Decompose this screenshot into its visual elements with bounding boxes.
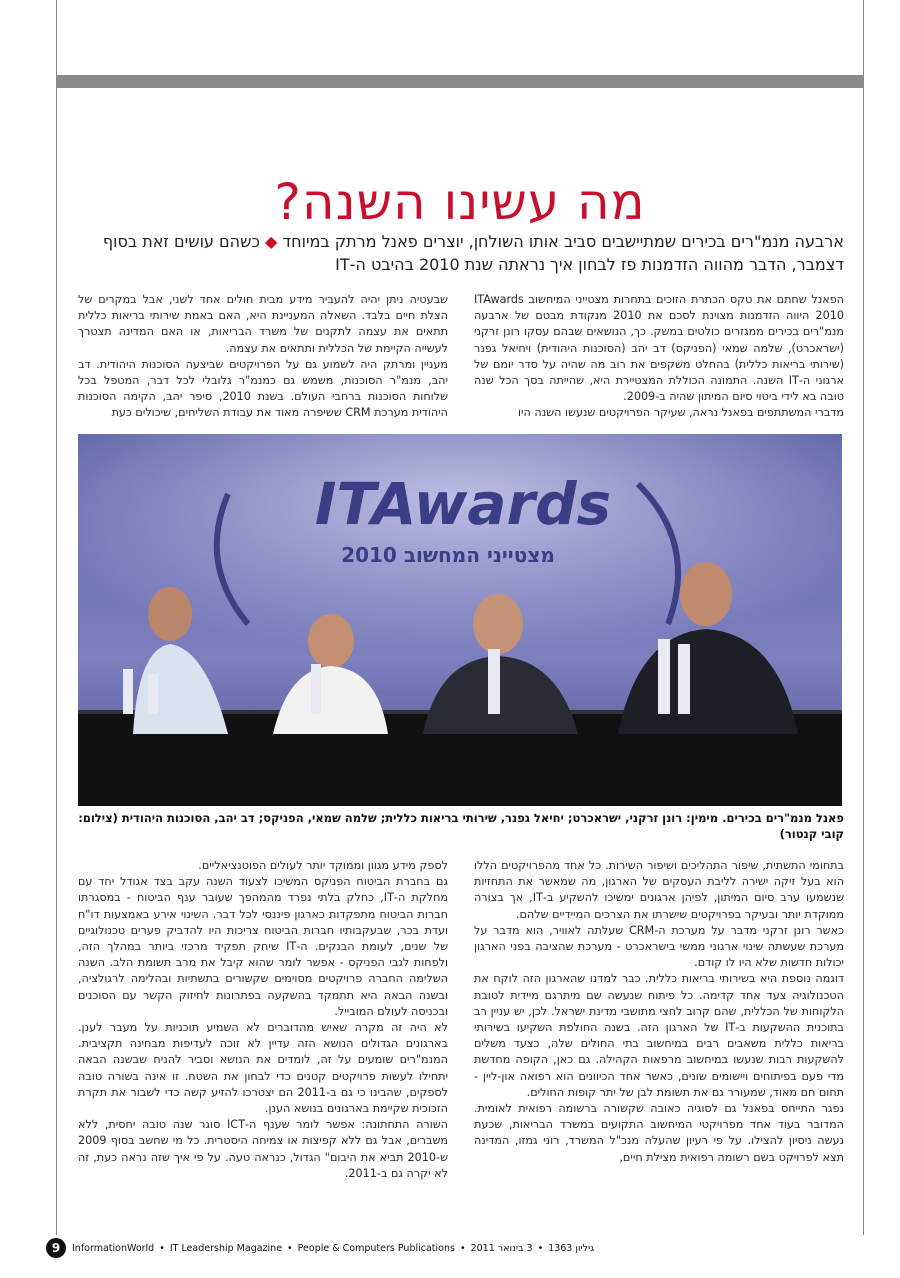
- footer-pub-3: People & Computers Publications: [297, 1242, 455, 1254]
- paragraph: הפאנל שחתם את טקס הכתרת הזוכים בתחרות מצטייני המיחשוב ITAwards 2010 היווה הזדמנות מצוינת לסכם את 2010 מנקודת מבטם של ארבעה מנמ"רים בכירים ממגזרים כולטים במשק. כך, הנושאים שבהם עסקו רונן זרקני (ישראכרט), שלמה שמאי (הפניקס) דב יהב (הסוכנות היהודית) ויחיאל גפנר (שירותי בריאות כללית) בהחלט משקפים את רוב מה שהיה על סדר יומם של ארגוני ה-IT השנה. התמונה הכוללת המצטיירת היא, שהייתה בסך הכל שנה טובה בא לידי ביטוי סיום המיתון שהיה ב-2009.: [474, 293, 845, 404]
- paragraph: כאשר רונן זרקני מדבר על מערכת ה-CRM שעלתה לאוויר, הוא מדבר על מערכת שעשתה שינוי ארגוני ממשי בישראכרט - מערכת שהציבה בפני הארגון יכולות חדשות שלא היו לו קודם.: [474, 923, 844, 970]
- paragraph: לא היה זה מקרה שאיש מהדוברים לא השמיע תוכניות על מעבר לענן. בארגונים הגדולים הנושא הזה עדיין לא זוכה לעדיפות מבחינה תקציבית. המנמ"רים שומעים על זה, לומדים את הנושא וסביר להניח שבשנה הבאה יתחילו לעשות פרויקטים קטנים כדי לבחון את השטח. זו אינה בשורה טובה לספקים, שהבינו כי גם ב-2011 הם יצטרכו להזיע קשה כדי לשבור את תקרת הזכוכית שקיימת בארגונים בנושא הענן.: [78, 1021, 448, 1116]
- paragraph: בתחומי התשתית, שיפור התהליכים ושיפור השירות. כל אחד מהפרויקטים הללו הוא בעל זיקה ישירה לליבת העסקים של הארגון, מה שמאשר את התחזיות שנשמעו ערב סיום המיתון, לפיהן ארגונים ימשיכו להשקיע ב-IT, אך בצורה ממוקדת יותר ובעיקר בפרויקטים שישרתו את הצרכים המיידיים שלהם.: [474, 859, 844, 921]
- footer-pub-2: IT Leadership Magazine: [169, 1242, 283, 1254]
- panel-photo-illustration: [78, 434, 842, 806]
- top-right-column: [474, 292, 844, 422]
- banner-brand: ITAwards: [314, 470, 612, 538]
- top-columns: [78, 292, 844, 422]
- top-left-column: [78, 292, 448, 422]
- footer-date: 3 בינואר 2011: [470, 1242, 533, 1254]
- paragraph: מדברי המשתתפים בפאנל נראה, שעיקר הפרויקטים שנעשו השנה היו: [517, 406, 844, 420]
- bullet-icon: •: [159, 1242, 165, 1254]
- header-bar: [56, 75, 864, 88]
- bullet-icon: •: [537, 1242, 544, 1254]
- bottom-columns: [78, 858, 844, 1188]
- article-lead: [78, 230, 844, 276]
- bullet-icon: •: [459, 1242, 466, 1254]
- bottom-right-column: [474, 858, 844, 1188]
- lead-text-2: כשהם עושים זאת בסוף דצמבר, הדבר מהווה הזדמנות פז לבחון איך נראתה שנת 2010 בהיבט ה-IT: [102, 232, 844, 274]
- paragraph: שבעטיה ניתן יהיה להעביר מידע מבית חולים אחד לשני, אבל במקרים של הצלת חיים בלבד. השאלה המעניינת היא, האם באמת שירותי בריאות כללית תתאים את עצמה לתקנים של משרד הבריאות, או האם המדינה תצטרך לעשייה הקיימת של הכללית ותתאים את עצמה.: [78, 293, 448, 355]
- footer-pub-1: InformationWorld: [72, 1242, 155, 1254]
- page-footer: [46, 1236, 864, 1260]
- page-number: 9: [46, 1238, 66, 1258]
- paragraph: לספק מידע מגוון וממוקד יותר לעולים הפוטנציאליים.: [198, 859, 448, 872]
- footer-issue: גיליון 1363: [548, 1242, 595, 1254]
- banner-subtitle: מצטייני המחשוב 2010: [341, 543, 555, 567]
- bottom-left-column: [78, 858, 448, 1188]
- lead-text-1: ארבעה מנמ"רים בכירים שמתיישבים סביב אותו השולחן, יוצרים פאנל מרתק במיוחד: [282, 232, 844, 251]
- paragraph: גם בחברת הביטוח הפניקס המשיכו לצעוד השנה עקב בצד אגודל יחד עם מחלקת ה-IT, כחלק בלתי נפרד מהמהפך שעובר ענף הביטוח - במסגרתו חברות הביטוח מתפקדות כארגון פיננסי לכל דבר. השינוי אירע באמצעות דו"ח ועדת בכר, שבעקבותיו חברות הביטוח צריכות היו להדביק פערים טכנולוגיים של שנים, לעומת הבנקים. ה-IT שיחק תפקיד מרכזי ביותר במהלך הזה, ולפחות לגבי הפניקס - אפשר לומר שהוא קיבל את מרב תשומת הלב. השנה השלימה החברה פרויקטים מסוימים שקשורים בתשתיות ובהלימה לרגולציה, ובשנה הבאה היא תתמקד בהשקעה בפתרונות לחיזוק הקשר עם הסוכנים ובכניסה לעולם המובייל.: [78, 875, 448, 1018]
- paragraph: דוגמה נוספת היא בשירותי בריאות כללית. כבר למדנו שהארגון הזה לוקח את הטכנולוגיה צעד אחד קדימה. כל פיתוח שנעשה שם מיתרגם מיידית לטובת הלקוחות של הכללית, שהם קרוב לחצי מתושבי מדינת ישראל. לכן, יש עניין רב בתוכנית ההשקעות ב-IT של הארגון הזה. בשנה החולפת השקיעו בשירותי בריאות כללית משאבים רבים במיחשוב בתי החולים שלה, כצעד משלים להשקעות רבות שנעשו במיחשוב מרפאות הקהילה. גם כאן, הקופה מחדשת מדי פעם בפיתוחים ויישומים שונים, כאשר אחד הכיוונים הוא רפואה און-ליין - תחום חם מאוד, שמעורר גם את תשומת לבן של יתר קופות החולים.: [474, 972, 845, 1099]
- paragraph: נפגר התייחס בפאנל גם לסוגיה כאובה שקשורה ברשומה רפואית לאומית. המדובר בעוד אחד מפרויקטי המיחשוב התקועים במשרד הבריאות, שכעת נעשה ניסיון להצילו. על פי רעיון שהעלה מנכ"ל המשרד, רוני גמזו, המדינה תצא לפרויקט בשם רשומה רפואית מצילת חיים,: [474, 1102, 844, 1164]
- paragraph: מעניין ומרתק היה לשמוע גם על הפרויקטים שביצעה הסוכנות היהודית. דב יהב, מנמ"ר הסוכנות, משמש גם כמנמ"ר גלובלי לכל דבר, המטפל בכל שלוחות הסוכנות ברחבי העולם. בשנת 2010, סיפר יהב, הקימה הסוכנות היהודית מערכת CRM ששיפרה מאוד את עבודת השליחים, שיכולים כעת: [78, 357, 448, 420]
- paragraph: השורה התחתונה: אפשר לומר שענף ה-ICT סוגר שנה טובה יחסית, ללא משברים, אבל גם ללא קפיצות או צמיחה היסטרית. כל מי שחשב בסוף 2009 ש-2010 תביא את היבום" הגדול, כנראה טעה. על פי איך שזה נראה כעת, זה לא יקרה גם ב-2011.: [78, 1118, 448, 1180]
- photo-caption: פאנל מנמ"רים בכירים. מימין: רונן זרקני, ישראכרט; יחיאל גפנר, שירותי בריאות כללית; שלמה שמאי, הפניקס; דב יהב, הסוכנות היהודית (צילום: קובי קנטור): [78, 811, 844, 841]
- diamond-bullet-icon: ◆: [265, 232, 278, 251]
- article-title: מה עשינו השנה?: [274, 173, 646, 231]
- bullet-icon: •: [287, 1242, 293, 1254]
- panel-photo: [78, 434, 842, 806]
